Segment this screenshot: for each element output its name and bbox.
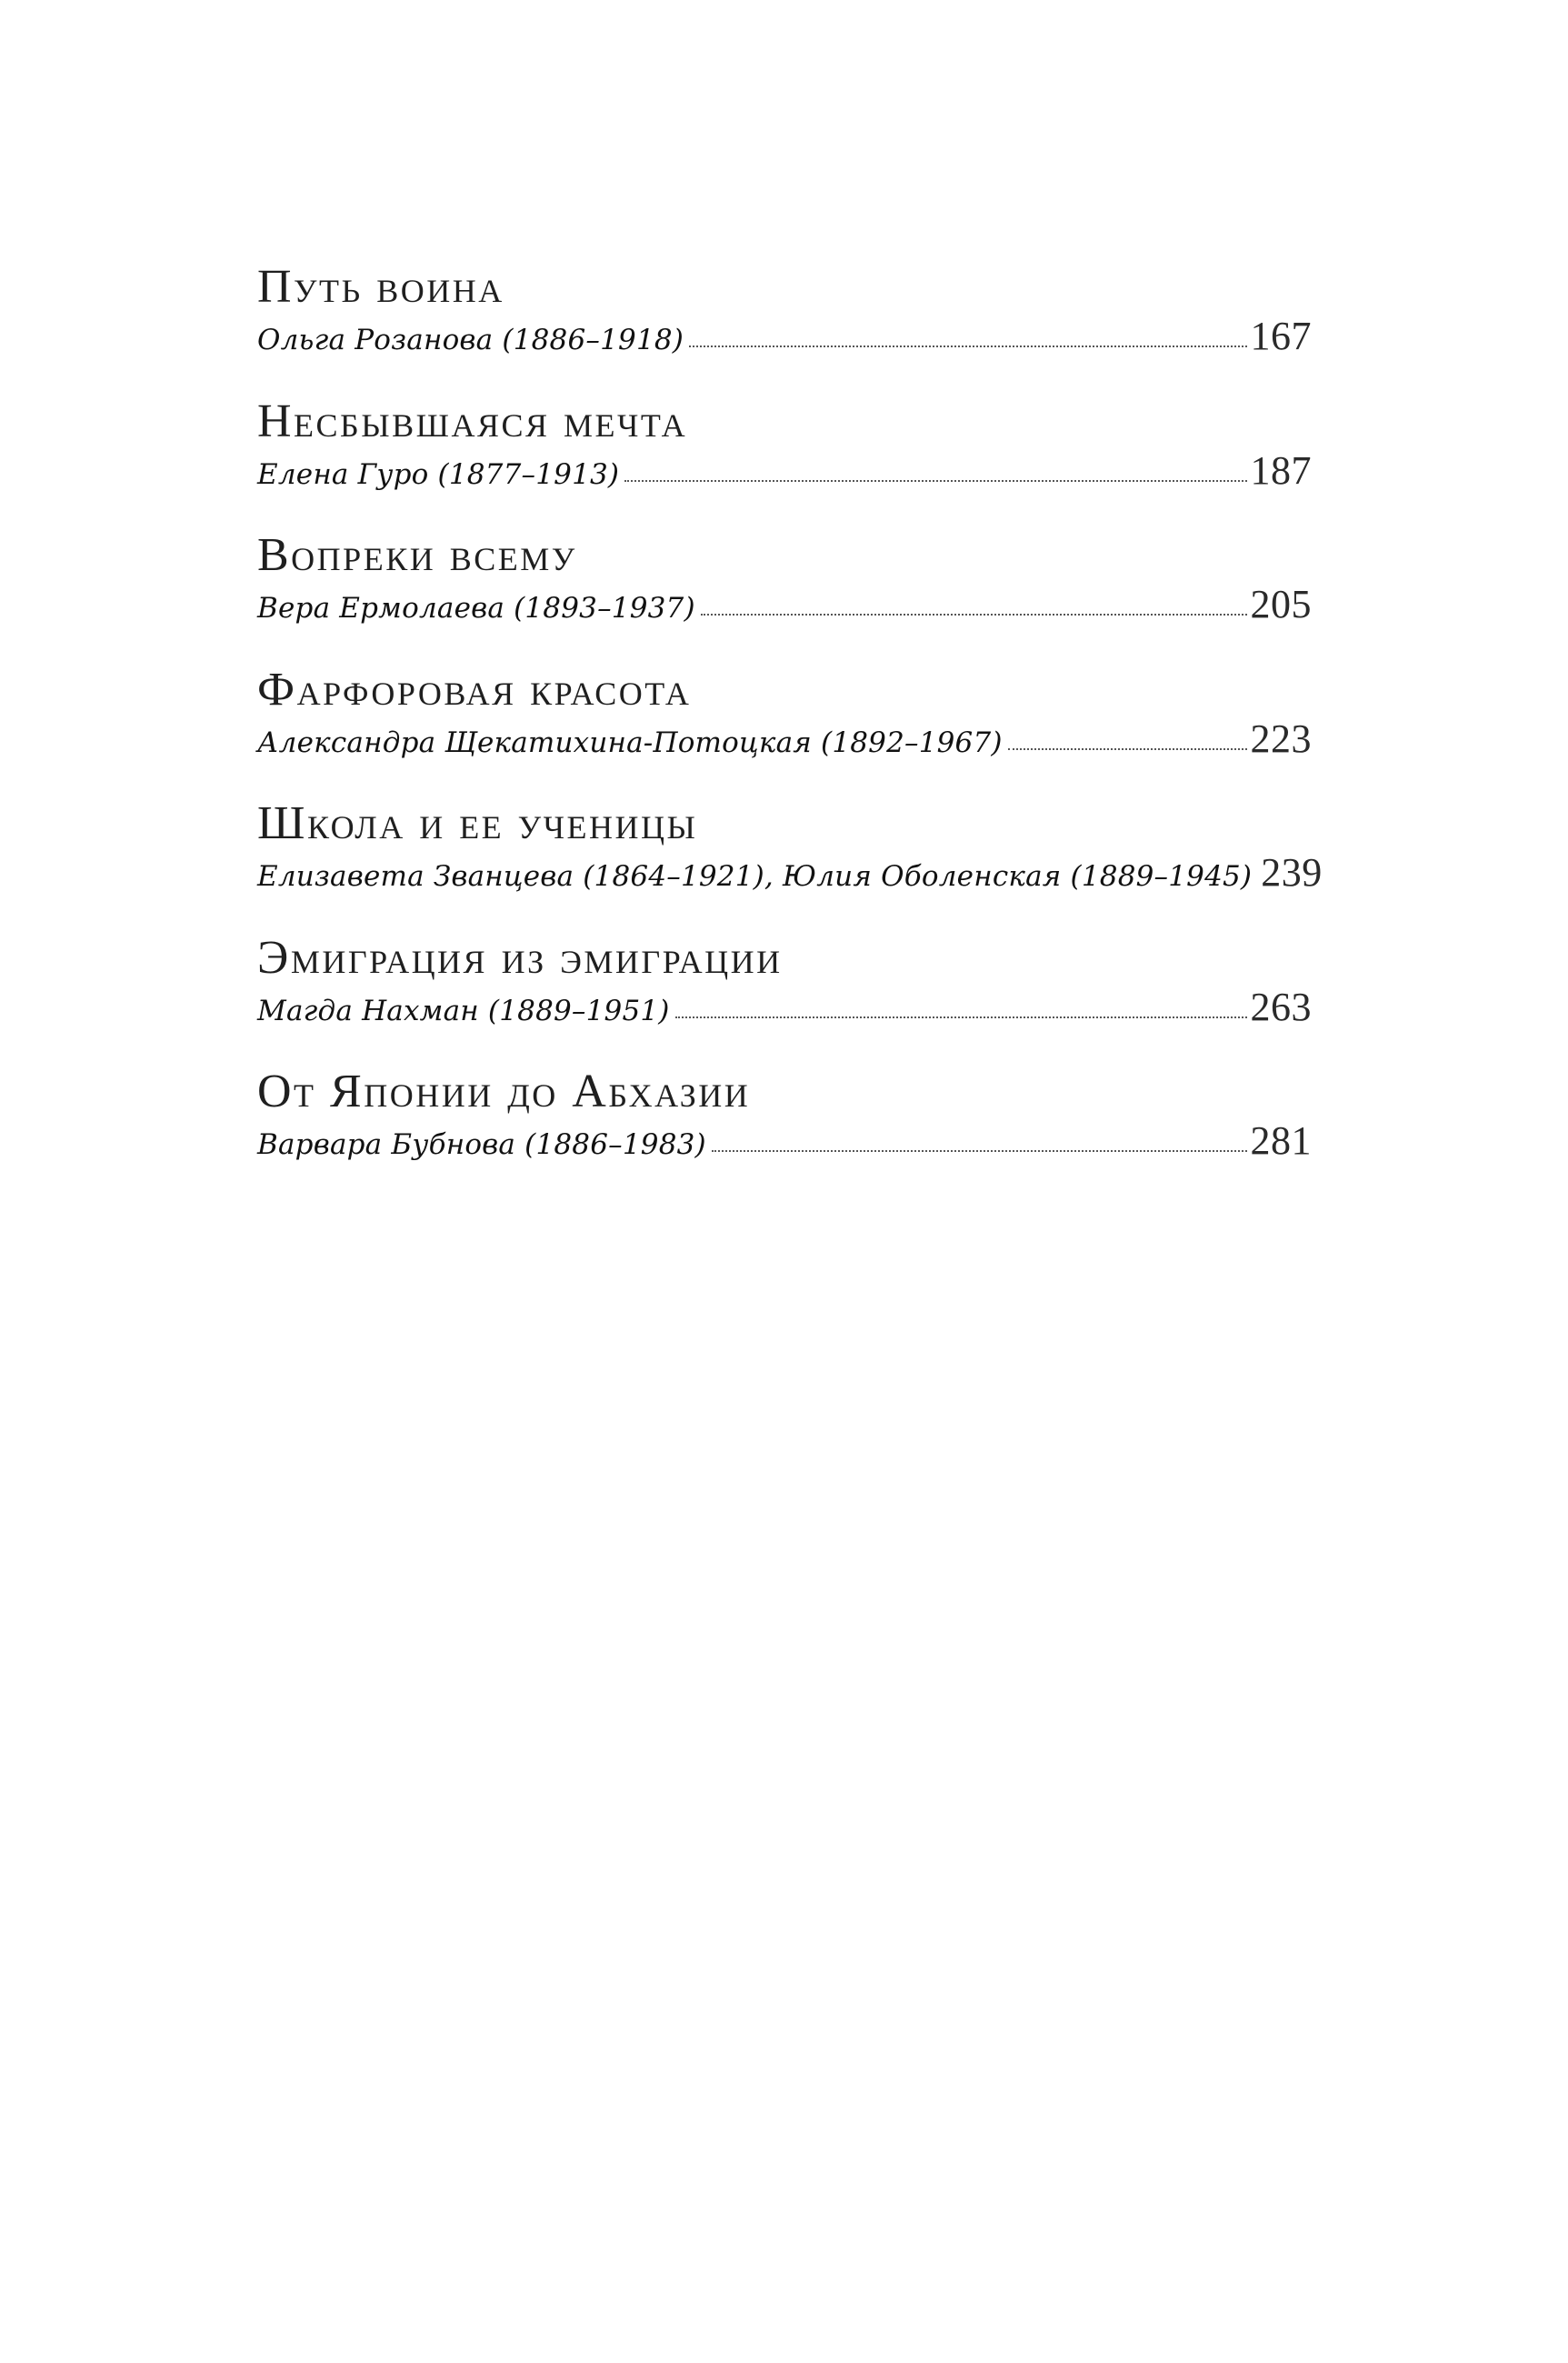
toc-entry[interactable] xyxy=(257,665,1312,799)
page-number: 205 xyxy=(1250,582,1312,626)
toc-entry[interactable] xyxy=(257,530,1312,665)
dot-leader xyxy=(689,345,1246,347)
chapter-author: Варвара Бубнова (1886–1983) xyxy=(257,1128,706,1161)
dot-leader xyxy=(1008,748,1247,750)
dot-leader xyxy=(624,480,1246,482)
page-number: 281 xyxy=(1250,1118,1312,1163)
toc-line xyxy=(257,716,1312,763)
table-of-contents xyxy=(257,261,1323,1201)
chapter-author: Магда Нахман (1889–1951) xyxy=(257,994,670,1027)
page-number: 263 xyxy=(1250,984,1312,1029)
dot-leader xyxy=(701,614,1247,616)
dot-leader xyxy=(712,1150,1247,1152)
chapter-author: Елизавета Званцева (1864–1921), Юлия Оболенская (1889–1945) xyxy=(257,860,1253,893)
dot-leader xyxy=(675,1016,1247,1018)
toc-entry[interactable] xyxy=(257,933,1312,1067)
toc-entry[interactable] xyxy=(257,797,1323,933)
chapter-title: Путь воина xyxy=(257,261,504,313)
chapter-title: От Японии до Абхазии xyxy=(257,1066,751,1117)
chapter-title: Эмиграция из эмиграции xyxy=(257,931,783,984)
chapter-title: Фарфоровая красота xyxy=(257,663,692,716)
page-number: 239 xyxy=(1261,850,1323,895)
page-number: 223 xyxy=(1250,716,1312,761)
toc-line xyxy=(257,581,1312,628)
chapter-title: Вопреки всему xyxy=(257,529,577,581)
chapter-title: Несбывшаяся мечта xyxy=(257,395,688,447)
chapter-author: Вера Ермолаева (1893–1937) xyxy=(257,592,695,625)
chapter-author: Ольга Розанова (1886–1918) xyxy=(257,324,684,356)
toc-line xyxy=(257,1117,1312,1165)
toc-line xyxy=(257,447,1312,495)
chapter-author: Елена Гуро (1877–1913) xyxy=(257,457,620,491)
toc-line xyxy=(257,849,1323,896)
chapter-title: Школа и ее ученицы xyxy=(257,797,698,849)
toc-line xyxy=(257,313,1312,360)
toc-entry[interactable] xyxy=(257,396,1312,531)
chapter-author: Александра Щекатихина-Потоцкая (1892–1967) xyxy=(257,726,1003,759)
toc-entry[interactable] xyxy=(257,262,1312,396)
page-number: 167 xyxy=(1250,314,1312,358)
page-number: 187 xyxy=(1250,447,1312,493)
toc-entry[interactable] xyxy=(257,1066,1312,1201)
toc-line xyxy=(257,984,1312,1031)
